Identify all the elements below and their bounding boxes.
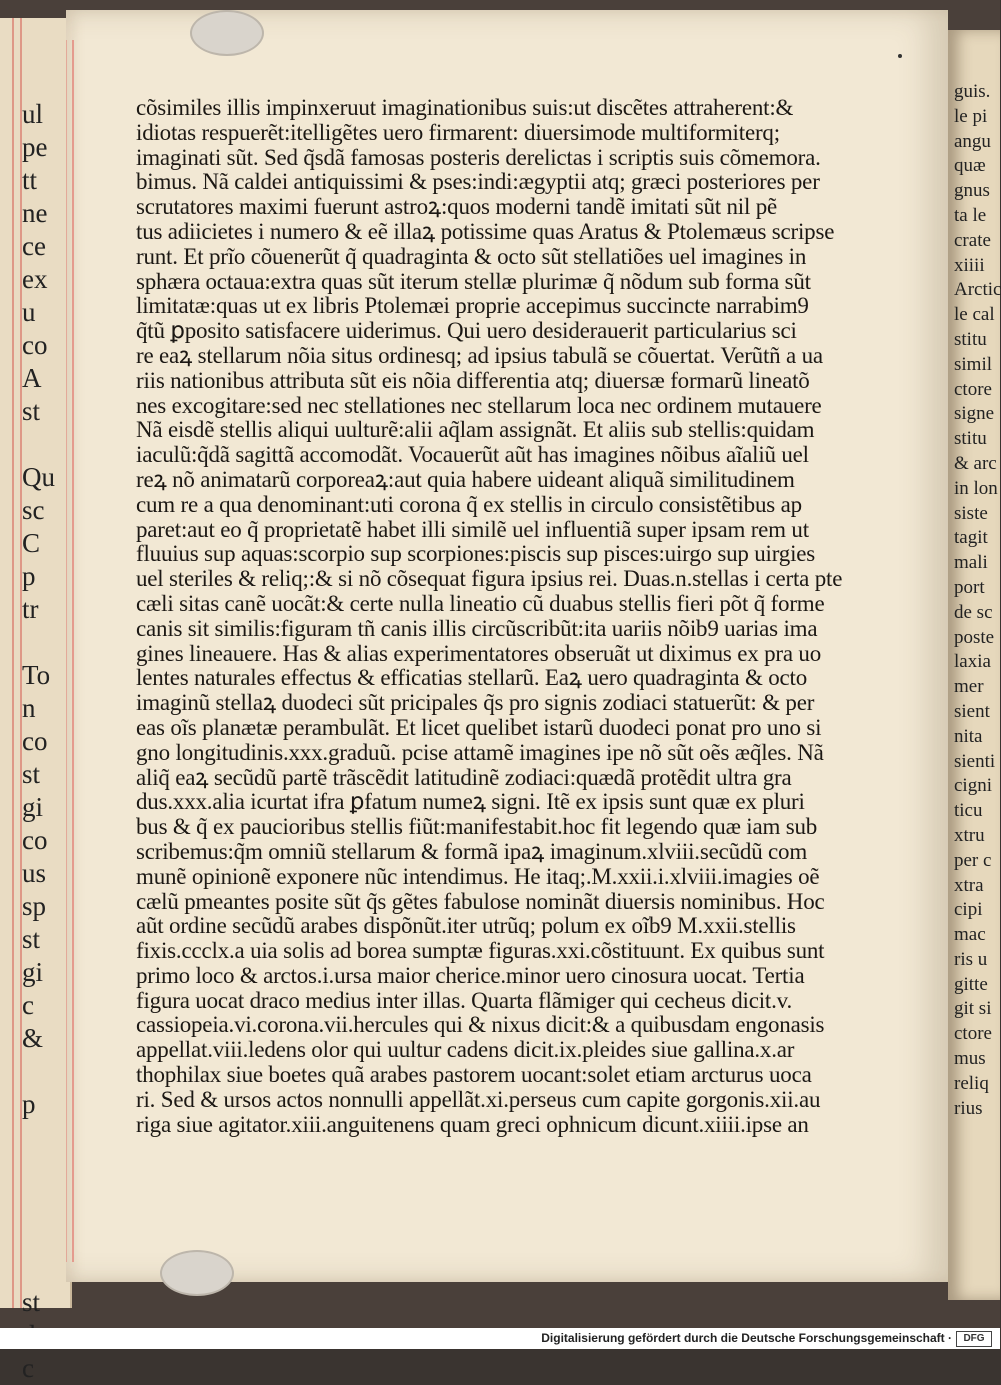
text-line: q̃tũ ꝑposito satisfacere uiderimus. Qui uero desiderauerit particularius sci bbox=[136, 318, 797, 344]
text-line: ri. Sed & ursos actos nonnulli appellãt.xi.perseus cum capite gorgonis.xii.au bbox=[136, 1086, 821, 1112]
text-line: riis nationibus attributa sũt eis nõia differentia atq; diuersæ formarũ lineatõ bbox=[136, 367, 810, 393]
text-line: aũt ordine secũdũ arabes dispõnũt.iter utrũq; polum ex oĩb9 M.xxii.stellis bbox=[136, 913, 796, 939]
text-line: scribemus:q̃m omniũ stellarum & formã ipaꝝ imaginum.xlviii.secũdũ com bbox=[136, 838, 808, 864]
text-line: munẽ opinionẽ exponere nũc intendimus. He itaq;.M.xxii.i.xlviii.imagies oẽ bbox=[136, 863, 820, 889]
text-line: riga siue agitator.xiii.anguitenens quam greci ophnicum dicunt.xiiii.ipse an bbox=[136, 1111, 809, 1137]
book-page bbox=[66, 10, 948, 1282]
text-line: cum re a qua denominant:uti corona q̃ ex stellis in circulo consistẽtibus ap bbox=[136, 491, 802, 517]
text-line: appellat.viii.ledens olor qui uultur cadens dicit.ix.pleides siue gallina.x.ar bbox=[136, 1037, 795, 1063]
text-line: runt. Et prĩo cõuenerũt q̃ quadraginta & octo sũt stellatiões uel imagines in bbox=[136, 243, 807, 269]
page-body-text bbox=[136, 96, 916, 1137]
text-line: cæli sitas canẽ uocãt:& certe nulla lineatio cũ duabus stellis fieri põt q̃ forme bbox=[136, 590, 825, 616]
text-line: fluuius sup aquas:scorpio sup scorpiones:piscis sup pisces:uirgo sup uirgies bbox=[136, 541, 816, 567]
text-line: cassiopeia.vi.corona.vii.hercules qui & nixus dicit:& a quibusdam engonasis bbox=[136, 1012, 825, 1038]
text-line: gines lineauere. Has & alias experimentatores obseruãt ut diximus ex pra uo bbox=[136, 640, 822, 666]
text-line: aliq̃ eaꝝ secũdũ partẽ trãscẽdit latitudinẽ zodiaci:quædã protẽdit ultra gra bbox=[136, 764, 792, 790]
text-line: canis sit similis:figuram tñ canis illis circũscribũt:ita uariis nõib9 uarias ima bbox=[136, 615, 818, 641]
text-line: eas oĩs planætæ perambulãt. Et licet quelibet istarũ duodeci ponat pro uno si bbox=[136, 714, 822, 740]
text-line: uel steriles & reliq;:& si nõ cõsequat figura ipsius rei. Duas.n.stellas i certa pte bbox=[136, 566, 843, 592]
footer-credit: Digitalisierung gefördert durch die Deutsche Forschungsgemeinschaft · bbox=[541, 1331, 952, 1345]
text-line: dus.xxx.alia icurtat ifra ꝑfatum numeꝝ signi. Itẽ ex ipsis sunt quæ ex pluri bbox=[136, 789, 805, 815]
text-line: fixis.ccclx.a uia solis ad borea sumptæ figuras.xxi.cõstituunt. Ex quibus sunt bbox=[136, 938, 825, 964]
text-line: gno longitudinis.xxx.graduũ. pcise attamẽ imagines ipe nõ sũt oẽs æq̃les. Nã bbox=[136, 739, 824, 765]
text-line: nes excogitare:sed nec stellationes nec stellarum loca nec ordinem mutauere bbox=[136, 392, 822, 418]
text-line: tus adiicietes i numero & eẽ illaꝝ potissime quas Aratus & Ptolemæus scripse bbox=[136, 218, 835, 244]
text-line: cõsimiles illis impinxeruut imaginationibus suis:ut discẽtes attraherent:& bbox=[136, 95, 794, 120]
text-line: sphæra octaua:extra quas sũt iterum stellæ plurimæ q̃ nõdum sub forma sũt bbox=[136, 268, 811, 294]
ink-dot bbox=[898, 54, 902, 58]
clip-mark-top bbox=[190, 10, 264, 56]
text-line: lentes naturales effectus & efficatias stellarũ. Eaꝝ uero quadraginta & octo bbox=[136, 665, 808, 691]
text-line: imaginati sũt. Sed q̃sdã famosas posteris derelictas i scriptis suis cõmemora. bbox=[136, 144, 821, 170]
right-margin-text: guis. le pi angu quæ gnus ta le crate xiiii Arctic le cal stitu simil ctore signe stitu & arc in lon siste tagit mali port de sc poste laxia mer sient nita sienti cigni ticu xtru per c xtra cipi mac ris u gitte git si ctore mus reliq rius bbox=[954, 81, 1001, 1119]
text-line: imaginũ stellaꝝ duodeci sũt pricipales q̃s pro signis zodiaci statuerũt: & per bbox=[136, 690, 815, 716]
left-page-edge bbox=[0, 18, 72, 1383]
left-margin-text: ul pe tt ne ce ex u co A st Qu sc C p tr To n co st gi co us sp st gi c & p st c bbox=[22, 99, 55, 1383]
text-line: paret:aut eo q̃ proprietatẽ habet illi similẽ uel influentiã super ipsam rem ut bbox=[136, 516, 809, 542]
text-line: thophilax siue boetes quã arabes pastorem uocant:solet etiam arcturus uoca bbox=[136, 1062, 812, 1088]
text-line: cælũ pmeantes posite sũt q̃s gẽtes fabulose nominãt diuersis nominibus. Hoc bbox=[136, 888, 825, 914]
text-line: bimus. Nã caldei antiquissimi & pses:indi:ægyptii atq; græci posteriores per bbox=[136, 169, 820, 195]
clip-mark-bottom bbox=[160, 1250, 234, 1296]
text-line: idiotas respuerẽt:itelligẽtes uero firmarent: diuersimode multiformiterq; bbox=[136, 119, 780, 145]
text-line: iaculũ:q̃dã sagittã accomodãt. Vocauerũt aũt has imagines nõibus aĩaliũ uel bbox=[136, 442, 809, 468]
text-line: bus & q̃ ex paucioribus stellis fiũt:manifestabit.hoc fit legendo quæ iam sub bbox=[136, 814, 818, 840]
right-page-edge bbox=[948, 30, 1000, 1300]
dfg-logo: DFG bbox=[956, 1331, 992, 1347]
text-line: limitatæ:quas ut ex libris Ptolemæi proprie accepimus succincte narrabim9 bbox=[136, 293, 809, 319]
text-line: figura uocat draco medius inter illas. Quarta flãmiger qui cecheus dicit.v. bbox=[136, 987, 793, 1013]
text-line: reꝝ nõ animatarũ corporeaꝝ:aut quia habere uideant aliquã similitudinem bbox=[136, 466, 795, 492]
text-line: Nã eisdẽ stellis aliqui uulturẽ:alii aq̃lam assignãt. Et aliis sub stellis:quidam bbox=[136, 417, 815, 443]
footer-bar bbox=[0, 1328, 1000, 1349]
text-line: re eaꝝ stellarum nõia situs ordinesq; ad ipsius tabulã se cõuertat. Verũtñ a ua bbox=[136, 342, 823, 368]
text-line: primo loco & arctos.i.ursa maior cherice.minor uero cinosura uocat. Tertia bbox=[136, 962, 805, 988]
text-line: scrutatores maximi fuerunt astroꝝ:quos moderni tandẽ imitati sũt nil pẽ bbox=[136, 194, 778, 220]
